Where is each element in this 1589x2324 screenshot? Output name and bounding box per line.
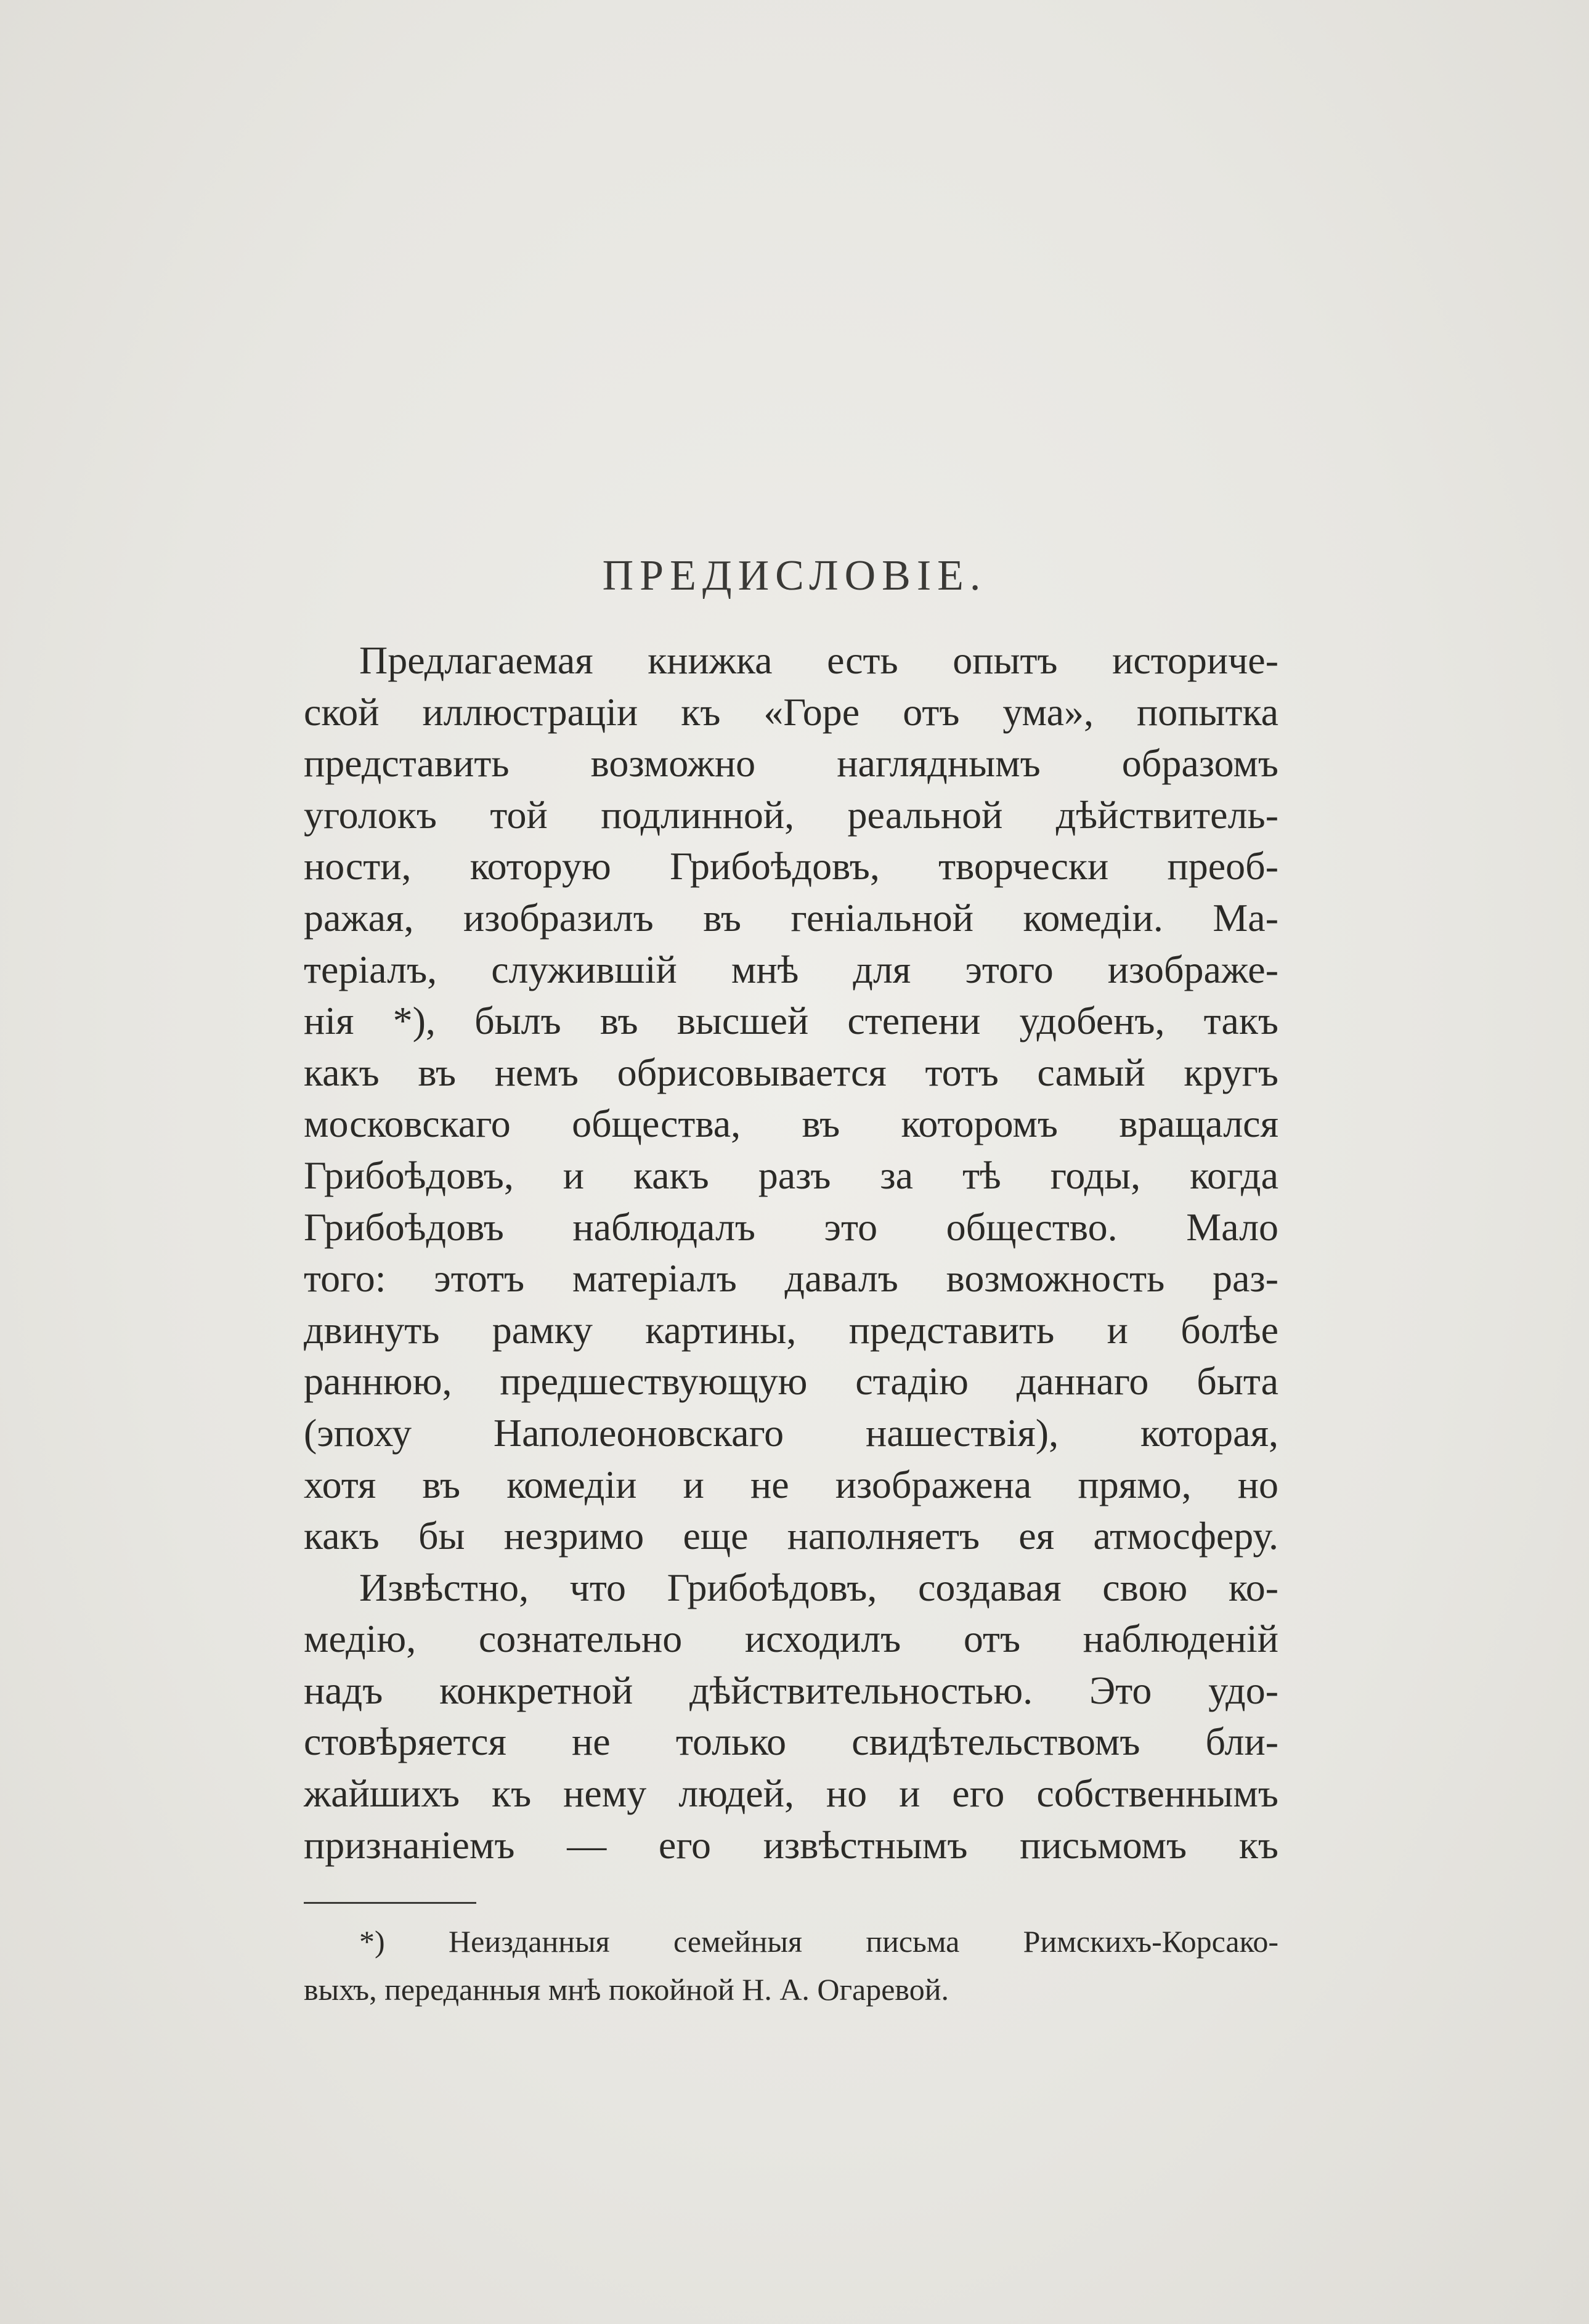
footnote: [304, 1917, 1278, 2013]
text-line: теріалъ, служившій мнѣ для этого изображе-: [304, 947, 1278, 991]
body-text: [304, 635, 1278, 1871]
text-line: жайшихъ къ нему людей, но и его собственнымъ: [304, 1771, 1278, 1816]
page-title: ПРЕДИСЛОВІЕ.: [602, 552, 987, 599]
text-line: хотя въ комедіи и не изображена прямо, но: [304, 1462, 1278, 1506]
text-line: уголокъ той подлинной, реальной дѣйствитель-: [304, 792, 1278, 837]
text-line: какъ бы незримо еще наполняетъ ея атмосферу.: [304, 1514, 1278, 1558]
text-line: надъ конкретной дѣйствительностью. Это удо-: [304, 1668, 1278, 1712]
text-line: того: этотъ матеріалъ давалъ возможность раз-: [304, 1256, 1278, 1301]
text-line: какъ въ немъ обрисовывается тотъ самый кругъ: [304, 1050, 1278, 1094]
text-line: Извѣстно, что Грибоѣдовъ, создавая свою ко-: [359, 1565, 1278, 1609]
text-line: Грибоѣдовъ, и какъ разъ за тѣ годы, когда: [304, 1153, 1278, 1197]
text-line: представить возможно нагляднымъ образомъ: [304, 741, 1278, 786]
footnote-line: выхъ, переданныя мнѣ покойной Н. А. Огаревой.: [304, 1972, 949, 2007]
text-line: стовѣряется не только свидѣтельствомъ бли-: [304, 1720, 1278, 1764]
text-line: (эпоху Наполеоновскаго нашествія), которая,: [304, 1410, 1278, 1455]
text-line: нія *), былъ въ высшей степени удобенъ, такъ: [304, 999, 1278, 1043]
text-line: Предлагаемая книжка есть опытъ историче-: [359, 638, 1278, 682]
text-line: раннюю, предшествующую стадію даннаго быта: [304, 1359, 1278, 1404]
text-line: ской иллюстраціи къ «Горе отъ ума», попытка: [304, 689, 1278, 734]
text-line: медію, сознательно исходилъ отъ наблюденій: [304, 1617, 1278, 1661]
text-line: двинуть рамку картины, представить и болѣе: [304, 1307, 1278, 1352]
footnote-line: *) Неизданныя семейныя письма Римскихъ-Корсако-: [359, 1924, 1278, 1959]
paragraph-2: [304, 1562, 1278, 1871]
text-line: Грибоѣдовъ наблюдалъ это общество. Мало: [304, 1205, 1278, 1249]
paragraph-1: [304, 635, 1278, 1562]
text-line: ности, которую Грибоѣдовъ, творчески преоб-: [304, 844, 1278, 888]
text-line: ражая, изобразилъ въ геніальной комедіи. Ма-: [304, 895, 1278, 940]
text-line: признаніемъ — его извѣстнымъ письмомъ къ: [304, 1822, 1278, 1867]
text-line: московскаго общества, въ которомъ вращался: [304, 1102, 1278, 1146]
footnote-divider: [304, 1902, 476, 1904]
